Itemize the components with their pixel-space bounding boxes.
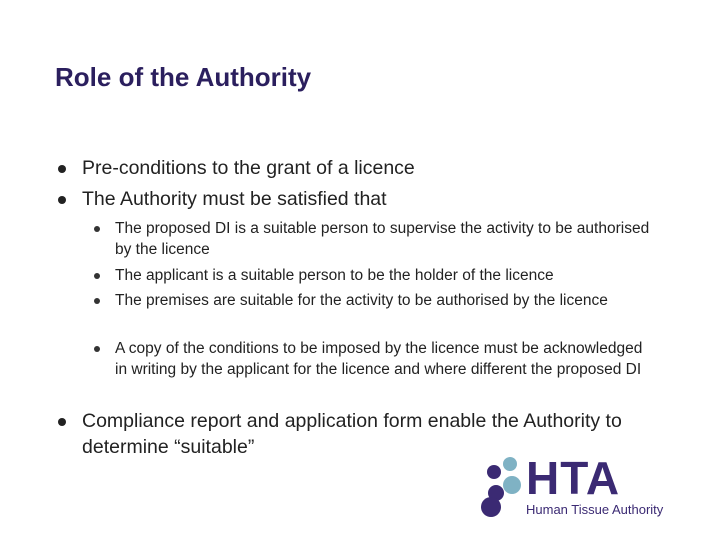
bullet-text: Compliance report and application form enable the Authority to determine “suitable” (82, 410, 622, 458)
slide-title: Role of the Authority (55, 62, 312, 92)
logo-subtitle: Human Tissue Authority (526, 502, 664, 517)
bullet-icon (58, 418, 66, 426)
bullet-icon (94, 298, 100, 304)
logo-wordmark: HTA (526, 452, 621, 504)
sub-bullet-text: The applicant is a suitable person to be the holder of the licence (115, 267, 554, 284)
bullet-icon (94, 346, 100, 352)
bullet-item (82, 186, 692, 212)
bullet-text: The Authority must be satisfied that (82, 188, 387, 210)
sub-bullet-item (115, 290, 655, 311)
bullet-item (82, 155, 692, 181)
sub-bullet-item (115, 338, 655, 380)
bullet-icon (58, 165, 66, 173)
sub-bullet-text: The proposed DI is a suitable person to supervise the activity to be authorised by the licence (115, 220, 650, 258)
sub-bullet-item (115, 218, 655, 260)
hta-logo-mark-icon (478, 455, 530, 517)
sub-bullet-text: A copy of the conditions to be imposed by the licence must be acknowledged in writing by the applicant for the licence and where different the proposed DI (115, 340, 643, 378)
bullet-icon (94, 273, 100, 279)
bullet-icon (58, 196, 66, 204)
hta-logo (478, 452, 688, 525)
sub-bullet-item (115, 265, 655, 286)
bullet-icon (94, 226, 100, 232)
bullet-text: Pre-conditions to the grant of a licence (82, 157, 415, 179)
sub-bullet-text: The premises are suitable for the activity to be authorised by the licence (115, 292, 608, 309)
